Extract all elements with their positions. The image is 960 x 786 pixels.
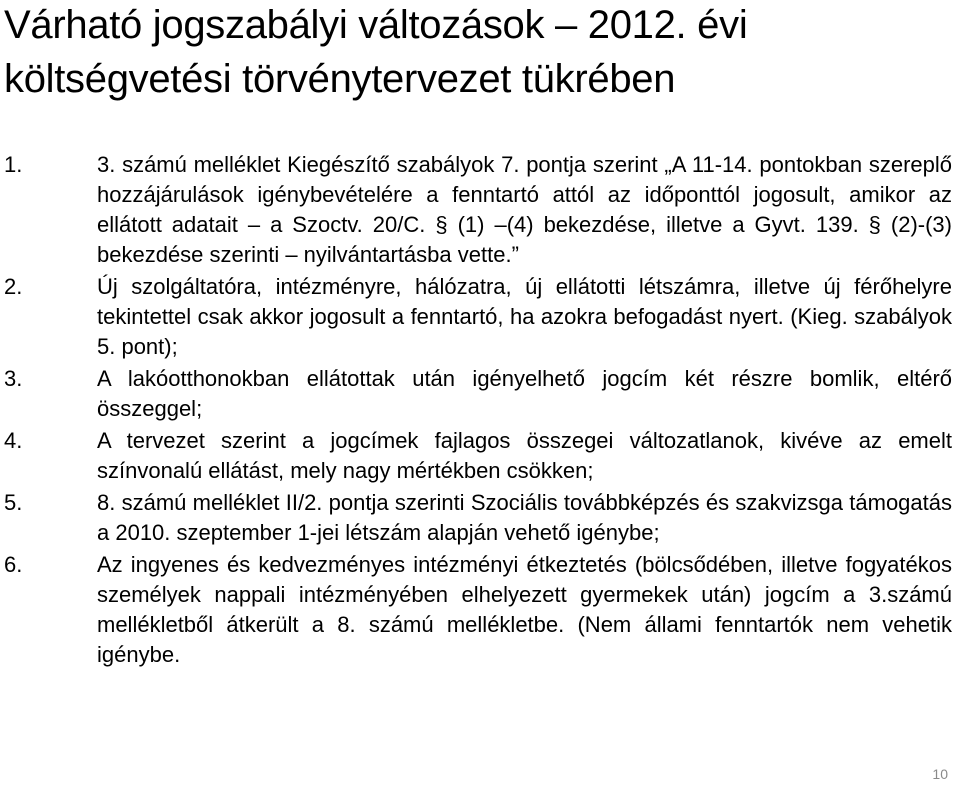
page-number: 10 — [932, 766, 948, 782]
slide-title: Várható jogszabályi változások – 2012. évi költségvetési törvénytervezet tükrében — [4, 3, 748, 101]
list-item — [0, 272, 960, 362]
list-item-number: 1. — [4, 152, 23, 177]
list-item — [0, 364, 960, 424]
list-item-number: 2. — [4, 274, 23, 299]
list-item-number: 3. — [4, 366, 23, 391]
list-item — [0, 550, 960, 670]
list-item-text: Az ingyenes és kedvezményes intézményi étkeztetés (bölcsődében, illetve fogyatékos személyek nappali intézményében elhelyezett gyermekek után) jogcím a 3.számú mellékletből átkerült a 8. számú mellékletbe. (Nem állami fenntartók nem vehetik igénybe. — [97, 552, 952, 667]
change-list — [0, 150, 960, 670]
list-item-text: 3. számú melléklet Kiegészítő szabályok 7. pontja szerint „A 11-14. pontokban szereplő hozzájárulások igénybevételére a fenntartó attól az időponttól jogosult, amikor az ellátott adatait – a Szoctv. 20/C. § (1) –(4) bekezdése, illetve a Gyvt. 139. § (2)-(3) bekezdése szerinti – nyilvántartásba vette.” — [97, 152, 952, 267]
list-item-text: A tervezet szerint a jogcímek fajlagos összegei változatlanok, kivéve az emelt színvonalú ellátást, mely nagy mértékben csökken; — [97, 428, 952, 483]
list-item-text: A lakóotthonokban ellátottak után igényelhető jogcím két részre bomlik, eltérő összeggel; — [97, 366, 952, 421]
list-item-number: 5. — [4, 490, 23, 515]
list-item-text: Új szolgáltatóra, intézményre, hálózatra, új ellátotti létszámra, illetve új férőhelyre tekintettel csak akkor jogosult a fenntartó, ha azokra befogadást nyert. (Kieg. szabályok 5. pont); — [97, 274, 952, 359]
list-item-number: 6. — [4, 552, 23, 577]
list-item — [0, 488, 960, 548]
list-item-number: 4. — [4, 428, 23, 453]
list-item — [0, 150, 960, 270]
list-item — [0, 426, 960, 486]
list-item-text: 8. számú melléklet II/2. pontja szerinti Szociális továbbképzés és szakvizsga támogatás a 2010. szeptember 1-jei létszám alapján vehető igénybe; — [97, 490, 952, 545]
